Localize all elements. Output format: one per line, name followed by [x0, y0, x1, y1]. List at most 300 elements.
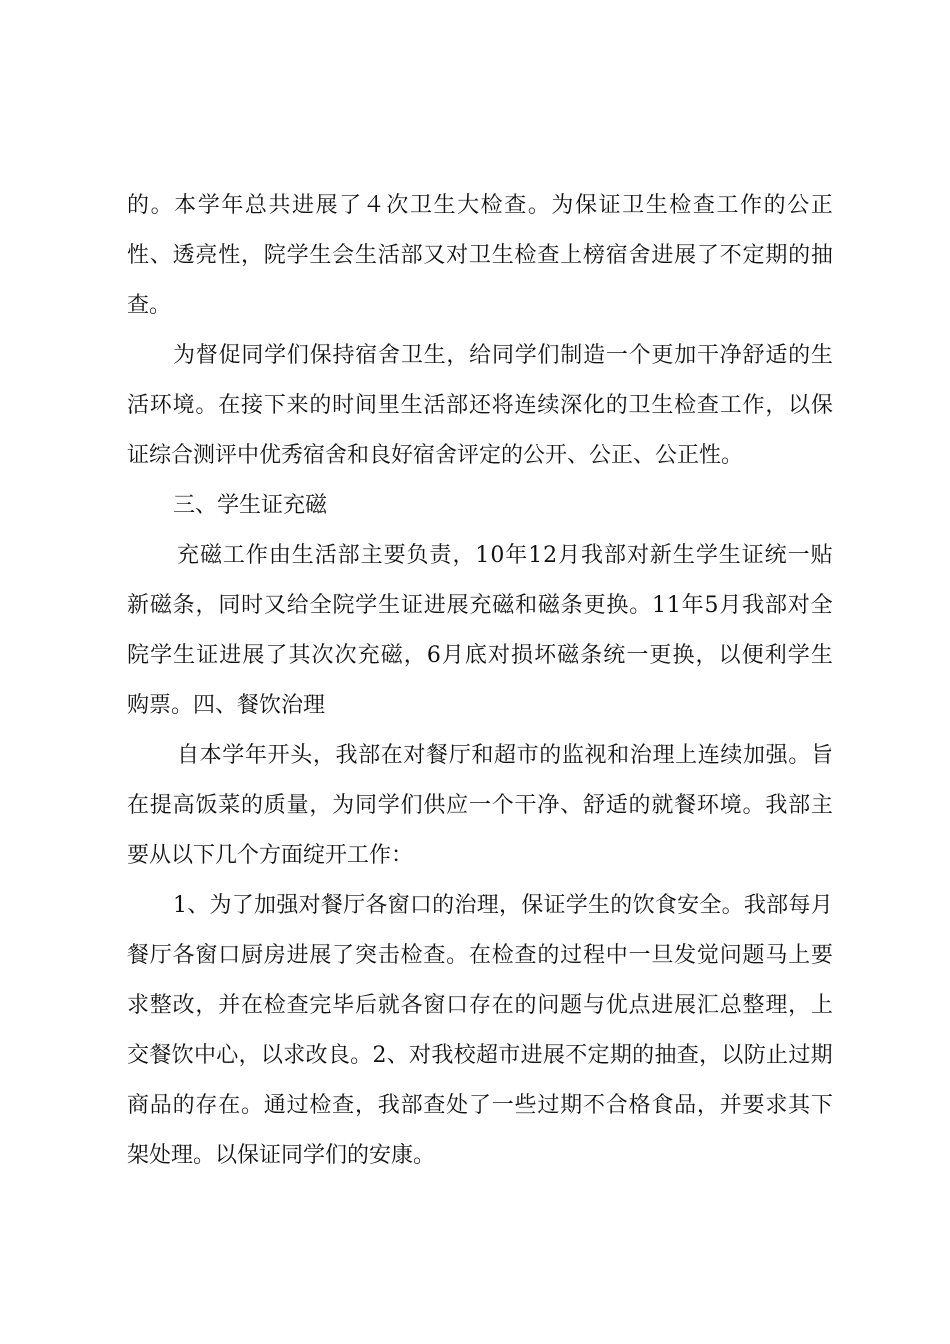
- glyph: 展: [674, 993, 697, 1018]
- glyph: 共: [268, 193, 291, 218]
- glyph: ，: [446, 343, 469, 368]
- glyph: 0: [490, 543, 505, 568]
- glyph: 的: [632, 1043, 655, 1068]
- glyph: 和: [471, 743, 494, 768]
- glyph: ，: [403, 643, 426, 668]
- glyph: 同: [218, 593, 241, 618]
- glyph: 了: [265, 643, 288, 668]
- glyph: 窗: [387, 893, 410, 918]
- glyph: 超: [493, 743, 516, 768]
- glyph: 年: [221, 193, 244, 218]
- glyph: ，: [696, 1093, 719, 1118]
- glyph: 处: [446, 1093, 469, 1118]
- glyph: 理: [765, 993, 788, 1018]
- glyph: ，: [498, 893, 521, 918]
- glyph: 为: [551, 193, 574, 218]
- glyph: ，: [195, 593, 218, 618]
- glyph: 来: [286, 393, 309, 418]
- line-text: [173, 336, 833, 376]
- glyph: 进: [651, 993, 674, 1018]
- glyph: 检: [514, 243, 537, 268]
- glyph: 磁: [557, 643, 580, 668]
- glyph: 在: [218, 1093, 241, 1118]
- glyph: 展: [309, 943, 332, 968]
- glyph: 进: [651, 243, 674, 268]
- glyph: 。: [150, 193, 173, 218]
- glyph: 干: [514, 793, 537, 818]
- glyph: 防: [743, 1043, 766, 1068]
- glyph: 主: [810, 793, 833, 818]
- glyph: 生: [291, 543, 314, 568]
- glyph: 并: [218, 993, 241, 1018]
- glyph: 进: [219, 643, 242, 668]
- glyph: 续: [720, 743, 743, 768]
- glyph: 生: [173, 643, 196, 668]
- glyph: 期: [609, 1043, 632, 1068]
- glyph: 强: [765, 743, 788, 768]
- glyph: 部: [604, 543, 627, 568]
- glyph: 贴: [810, 543, 833, 568]
- glyph: 房: [263, 943, 286, 968]
- line-text: [173, 886, 833, 926]
- glyph: 全: [810, 593, 833, 618]
- glyph: 理: [652, 743, 675, 768]
- glyph: 性: [127, 243, 150, 268]
- glyph: 便: [741, 643, 764, 668]
- glyph: 口: [218, 943, 241, 968]
- line-text: [127, 986, 833, 1026]
- text-line: [127, 586, 833, 626]
- glyph: 超: [475, 1043, 498, 1068]
- glyph: 会: [332, 243, 355, 268]
- text-line: [127, 986, 833, 1026]
- glyph: 展: [446, 593, 469, 618]
- glyph: 下: [263, 393, 286, 418]
- glyph: 查: [696, 393, 719, 418]
- glyph: 工: [719, 393, 742, 418]
- glyph: 学: [286, 243, 309, 268]
- glyph: 并: [719, 1093, 742, 1118]
- glyph: 我: [581, 543, 604, 568]
- glyph: 我: [431, 1043, 454, 1068]
- glyph: 换: [672, 643, 695, 668]
- glyph: 餐: [127, 943, 150, 968]
- glyph: 磁: [199, 543, 222, 568]
- glyph: 学: [264, 343, 287, 368]
- glyph: 月: [810, 893, 833, 918]
- glyph: 证: [543, 893, 566, 918]
- glyph: 对: [626, 543, 649, 568]
- text-line: [173, 336, 833, 376]
- glyph: ，: [312, 743, 335, 768]
- glyph: 展: [542, 1043, 565, 1068]
- glyph: 与: [582, 993, 605, 1018]
- line-text: [127, 386, 833, 426]
- glyph: ，: [240, 243, 263, 268]
- glyph: 商: [127, 1093, 150, 1118]
- glyph: 性: [218, 243, 241, 268]
- glyph: 、: [149, 243, 172, 268]
- glyph: 生: [810, 343, 833, 368]
- text-line: [127, 836, 833, 876]
- glyph: 菜: [218, 793, 241, 818]
- glyph: 主: [360, 543, 383, 568]
- glyph: 月: [441, 643, 464, 668]
- glyph: 以: [721, 1043, 744, 1068]
- glyph: 过: [560, 943, 583, 968]
- text-line: [127, 686, 833, 726]
- glyph: 的: [432, 893, 455, 918]
- glyph: 一: [787, 543, 810, 568]
- glyph: 生: [354, 243, 377, 268]
- glyph: 又: [263, 593, 286, 618]
- glyph: 整: [149, 993, 172, 1018]
- glyph: 环: [149, 393, 172, 418]
- glyph: 给: [286, 593, 309, 618]
- glyph: 安: [677, 893, 700, 918]
- glyph: 学: [565, 893, 588, 918]
- glyph: 生: [645, 193, 668, 218]
- glyph: 求: [283, 1043, 306, 1068]
- glyph: 求: [765, 1093, 788, 1118]
- glyph: 了: [339, 193, 362, 218]
- line-text: 架处理。以保证同学们的安康。: [127, 1143, 436, 1168]
- glyph: 在: [240, 993, 263, 1018]
- glyph: 适: [605, 793, 628, 818]
- glyph: 问: [719, 943, 742, 968]
- glyph: 检: [669, 193, 692, 218]
- glyph: 对: [446, 243, 469, 268]
- glyph: 旦: [651, 943, 674, 968]
- glyph: 底: [464, 643, 487, 668]
- glyph: 磁: [380, 643, 403, 668]
- glyph: 促: [218, 343, 241, 368]
- glyph: 自: [177, 743, 200, 768]
- glyph: 就: [651, 793, 674, 818]
- glyph: 更: [649, 643, 672, 668]
- glyph: 饮: [632, 893, 655, 918]
- glyph: 加: [254, 893, 277, 918]
- glyph: 在: [491, 993, 514, 1018]
- glyph: 学: [355, 593, 378, 618]
- glyph: 们: [400, 793, 423, 818]
- glyph: 连: [697, 743, 720, 768]
- glyph: 条: [172, 593, 195, 618]
- glyph: 公: [787, 193, 810, 218]
- glyph: 查: [423, 1093, 446, 1118]
- glyph: 证: [598, 193, 621, 218]
- glyph: 的: [127, 193, 150, 218]
- glyph: 供: [423, 793, 446, 818]
- glyph: 厅: [149, 943, 172, 968]
- glyph: 1: [652, 593, 667, 618]
- glyph: 在: [380, 743, 403, 768]
- glyph: 头: [290, 743, 313, 768]
- glyph: 过: [788, 1043, 811, 1068]
- glyph: 次: [386, 193, 409, 218]
- glyph: 工: [716, 193, 739, 218]
- glyph: 学: [695, 543, 718, 568]
- glyph: 些: [514, 1093, 537, 1118]
- glyph: 。: [721, 893, 744, 918]
- glyph: 亮: [195, 243, 218, 268]
- glyph: 舍: [628, 243, 651, 268]
- glyph: 突: [354, 943, 377, 968]
- glyph: 检: [400, 943, 423, 968]
- glyph: 部: [400, 1093, 423, 1118]
- glyph: 1: [528, 543, 543, 568]
- glyph: 损: [511, 643, 534, 668]
- glyph: 卫: [622, 193, 645, 218]
- glyph: 净: [537, 793, 560, 818]
- glyph: 本: [199, 743, 222, 768]
- glyph: 。: [742, 793, 765, 818]
- text-line: [127, 1036, 833, 1076]
- glyph: 定: [742, 243, 765, 268]
- glyph: 要: [742, 1093, 765, 1118]
- glyph: 存: [468, 993, 491, 1018]
- glyph: 榜: [582, 243, 605, 268]
- glyph: 加: [674, 343, 697, 368]
- line-text: [127, 936, 833, 976]
- glyph: 责: [429, 543, 452, 568]
- glyph: 了: [468, 1093, 491, 1118]
- glyph: 对: [787, 593, 810, 618]
- glyph: 对: [298, 893, 321, 918]
- glyph: 心: [216, 1043, 239, 1068]
- glyph: 院: [127, 643, 150, 668]
- glyph: 部: [446, 393, 469, 418]
- glyph: 生: [718, 543, 741, 568]
- glyph: 生: [309, 243, 332, 268]
- glyph: 求: [127, 993, 150, 1018]
- glyph: 发: [674, 943, 697, 968]
- glyph: 环: [696, 793, 719, 818]
- glyph: 舍: [378, 343, 401, 368]
- glyph: 月: [558, 543, 581, 568]
- glyph: 校: [453, 1043, 476, 1068]
- glyph: 以: [260, 1043, 283, 1068]
- glyph: 坏: [534, 643, 557, 668]
- glyph: 整: [742, 993, 765, 1018]
- glyph: 马: [765, 943, 788, 968]
- glyph: 更: [583, 593, 606, 618]
- glyph: 学: [222, 743, 245, 768]
- glyph: 视: [584, 743, 607, 768]
- glyph: 查: [423, 943, 446, 968]
- glyph: 境: [172, 393, 195, 418]
- glyph: 和: [607, 743, 630, 768]
- glyph: 制: [560, 343, 583, 368]
- glyph: 品: [149, 1093, 172, 1118]
- glyph: 改: [305, 1043, 328, 1068]
- glyph: 1: [666, 593, 681, 618]
- glyph: 、: [560, 793, 583, 818]
- glyph: 舒: [582, 793, 605, 818]
- glyph: 。: [350, 1043, 373, 1068]
- line-text: 查。: [127, 293, 172, 318]
- glyph: 加: [743, 743, 766, 768]
- glyph: 5: [704, 593, 719, 618]
- glyph: 生: [651, 393, 674, 418]
- glyph: 的: [172, 1093, 195, 1118]
- glyph: 卫: [468, 243, 491, 268]
- text-line: [127, 286, 833, 326]
- glyph: 各: [400, 993, 423, 1018]
- glyph: 上: [788, 943, 811, 968]
- glyph: 餐: [320, 893, 343, 918]
- glyph: 口: [409, 893, 432, 918]
- line-text: [127, 236, 833, 276]
- line-text: [127, 1036, 833, 1076]
- line-text: 要从以下几个方面绽开工作：: [127, 843, 414, 868]
- glyph: 厨: [240, 943, 263, 968]
- glyph: 年: [681, 593, 704, 618]
- glyph: 程: [582, 943, 605, 968]
- glyph: 一: [491, 1093, 514, 1118]
- glyph: 生: [672, 543, 695, 568]
- glyph: 检: [263, 993, 286, 1018]
- glyph: 定: [587, 1043, 610, 1068]
- glyph: 开: [267, 743, 290, 768]
- glyph: 的: [240, 793, 263, 818]
- glyph: 查: [504, 193, 527, 218]
- line-text: [127, 786, 833, 826]
- glyph: 磁: [492, 593, 515, 618]
- glyph: 月: [719, 593, 742, 618]
- glyph: 的: [610, 893, 633, 918]
- glyph: 应: [446, 793, 469, 818]
- glyph: 充: [357, 643, 380, 668]
- glyph: 宿: [605, 243, 628, 268]
- glyph: 市: [498, 1043, 521, 1068]
- glyph: 查: [692, 193, 715, 218]
- text-line: [127, 236, 833, 276]
- glyph: 我: [742, 593, 765, 618]
- glyph: 统: [764, 543, 787, 568]
- glyph: 给: [469, 343, 492, 368]
- glyph: 进: [520, 1043, 543, 1068]
- glyph: 觉: [696, 943, 719, 968]
- glyph: 年: [505, 543, 528, 568]
- glyph: 生: [378, 593, 401, 618]
- glyph: ４: [362, 193, 385, 218]
- glyph: 查: [332, 1093, 355, 1118]
- glyph: 的: [628, 793, 651, 818]
- glyph: 中: [193, 1043, 216, 1068]
- line-text: 购票。四、餐饮治理: [127, 693, 326, 718]
- text-line: [127, 936, 833, 976]
- line-text: 证综合测评中优秀宿舍和良好宿舍评定的公开、公正、公正性。: [127, 443, 744, 468]
- glyph: 6: [426, 643, 441, 668]
- glyph: 窗: [195, 943, 218, 968]
- glyph: 每: [788, 893, 811, 918]
- glyph: 时: [241, 593, 264, 618]
- glyph: 交: [127, 1043, 150, 1068]
- glyph: 里: [377, 393, 400, 418]
- glyph: 餐: [149, 1043, 172, 1068]
- glyph: 、: [187, 893, 210, 918]
- glyph: 2: [543, 543, 558, 568]
- glyph: 本: [174, 193, 197, 218]
- glyph: 督: [195, 343, 218, 368]
- glyph: 又: [423, 243, 446, 268]
- glyph: 部: [766, 893, 789, 918]
- glyph: ，: [695, 643, 718, 668]
- glyph: 治: [454, 893, 477, 918]
- glyph: 全: [699, 893, 722, 918]
- glyph: 生: [423, 343, 446, 368]
- glyph: 次: [334, 643, 357, 668]
- glyph: 保: [810, 393, 833, 418]
- glyph: 更: [651, 343, 674, 368]
- glyph: 1: [475, 543, 490, 568]
- glyph: 生: [588, 893, 611, 918]
- text-line: [127, 1086, 833, 1126]
- glyph: 合: [605, 1093, 628, 1118]
- glyph: 其: [288, 643, 311, 668]
- glyph: 我: [743, 893, 766, 918]
- glyph: 格: [628, 1093, 651, 1118]
- glyph: 全: [309, 593, 332, 618]
- glyph: 展: [242, 643, 265, 668]
- glyph: 正: [810, 193, 833, 218]
- text-line: [173, 886, 833, 926]
- glyph: 理: [476, 893, 499, 918]
- glyph: 。: [629, 593, 652, 618]
- glyph: 部: [358, 743, 381, 768]
- glyph: 过: [537, 1093, 560, 1118]
- glyph: 饮: [171, 1043, 194, 1068]
- glyph: 2: [372, 1043, 387, 1068]
- glyph: 以: [718, 643, 741, 668]
- glyph: 院: [332, 593, 355, 618]
- glyph: 续: [537, 393, 560, 418]
- glyph: 下: [810, 1093, 833, 1118]
- glyph: 们: [537, 343, 560, 368]
- glyph: 接: [240, 393, 263, 418]
- glyph: 和: [515, 593, 538, 618]
- glyph: 学: [197, 193, 220, 218]
- glyph: 连: [514, 393, 537, 418]
- glyph: 利: [764, 643, 787, 668]
- text-line: [127, 436, 833, 476]
- glyph: 由: [268, 543, 291, 568]
- glyph: 各: [365, 893, 388, 918]
- glyph: 学: [787, 643, 810, 668]
- glyph: ，: [765, 393, 788, 418]
- glyph: 条: [560, 593, 583, 618]
- glyph: 窗: [423, 993, 446, 1018]
- glyph: 我: [765, 793, 788, 818]
- glyph: 不: [582, 1093, 605, 1118]
- glyph: 以: [788, 393, 811, 418]
- glyph: 上: [675, 743, 698, 768]
- glyph: 在: [218, 393, 241, 418]
- glyph: 舒: [742, 343, 765, 368]
- glyph: 磁: [537, 593, 560, 618]
- glyph: 餐: [426, 743, 449, 768]
- glyph: 部: [764, 593, 787, 618]
- glyph: 统: [603, 643, 626, 668]
- glyph: 了: [231, 893, 254, 918]
- text-line: [127, 1136, 833, 1176]
- glyph: 的: [788, 243, 811, 268]
- glyph: 中: [605, 943, 628, 968]
- glyph: 部: [337, 543, 360, 568]
- glyph: 活: [423, 393, 446, 418]
- glyph: 总: [244, 193, 267, 218]
